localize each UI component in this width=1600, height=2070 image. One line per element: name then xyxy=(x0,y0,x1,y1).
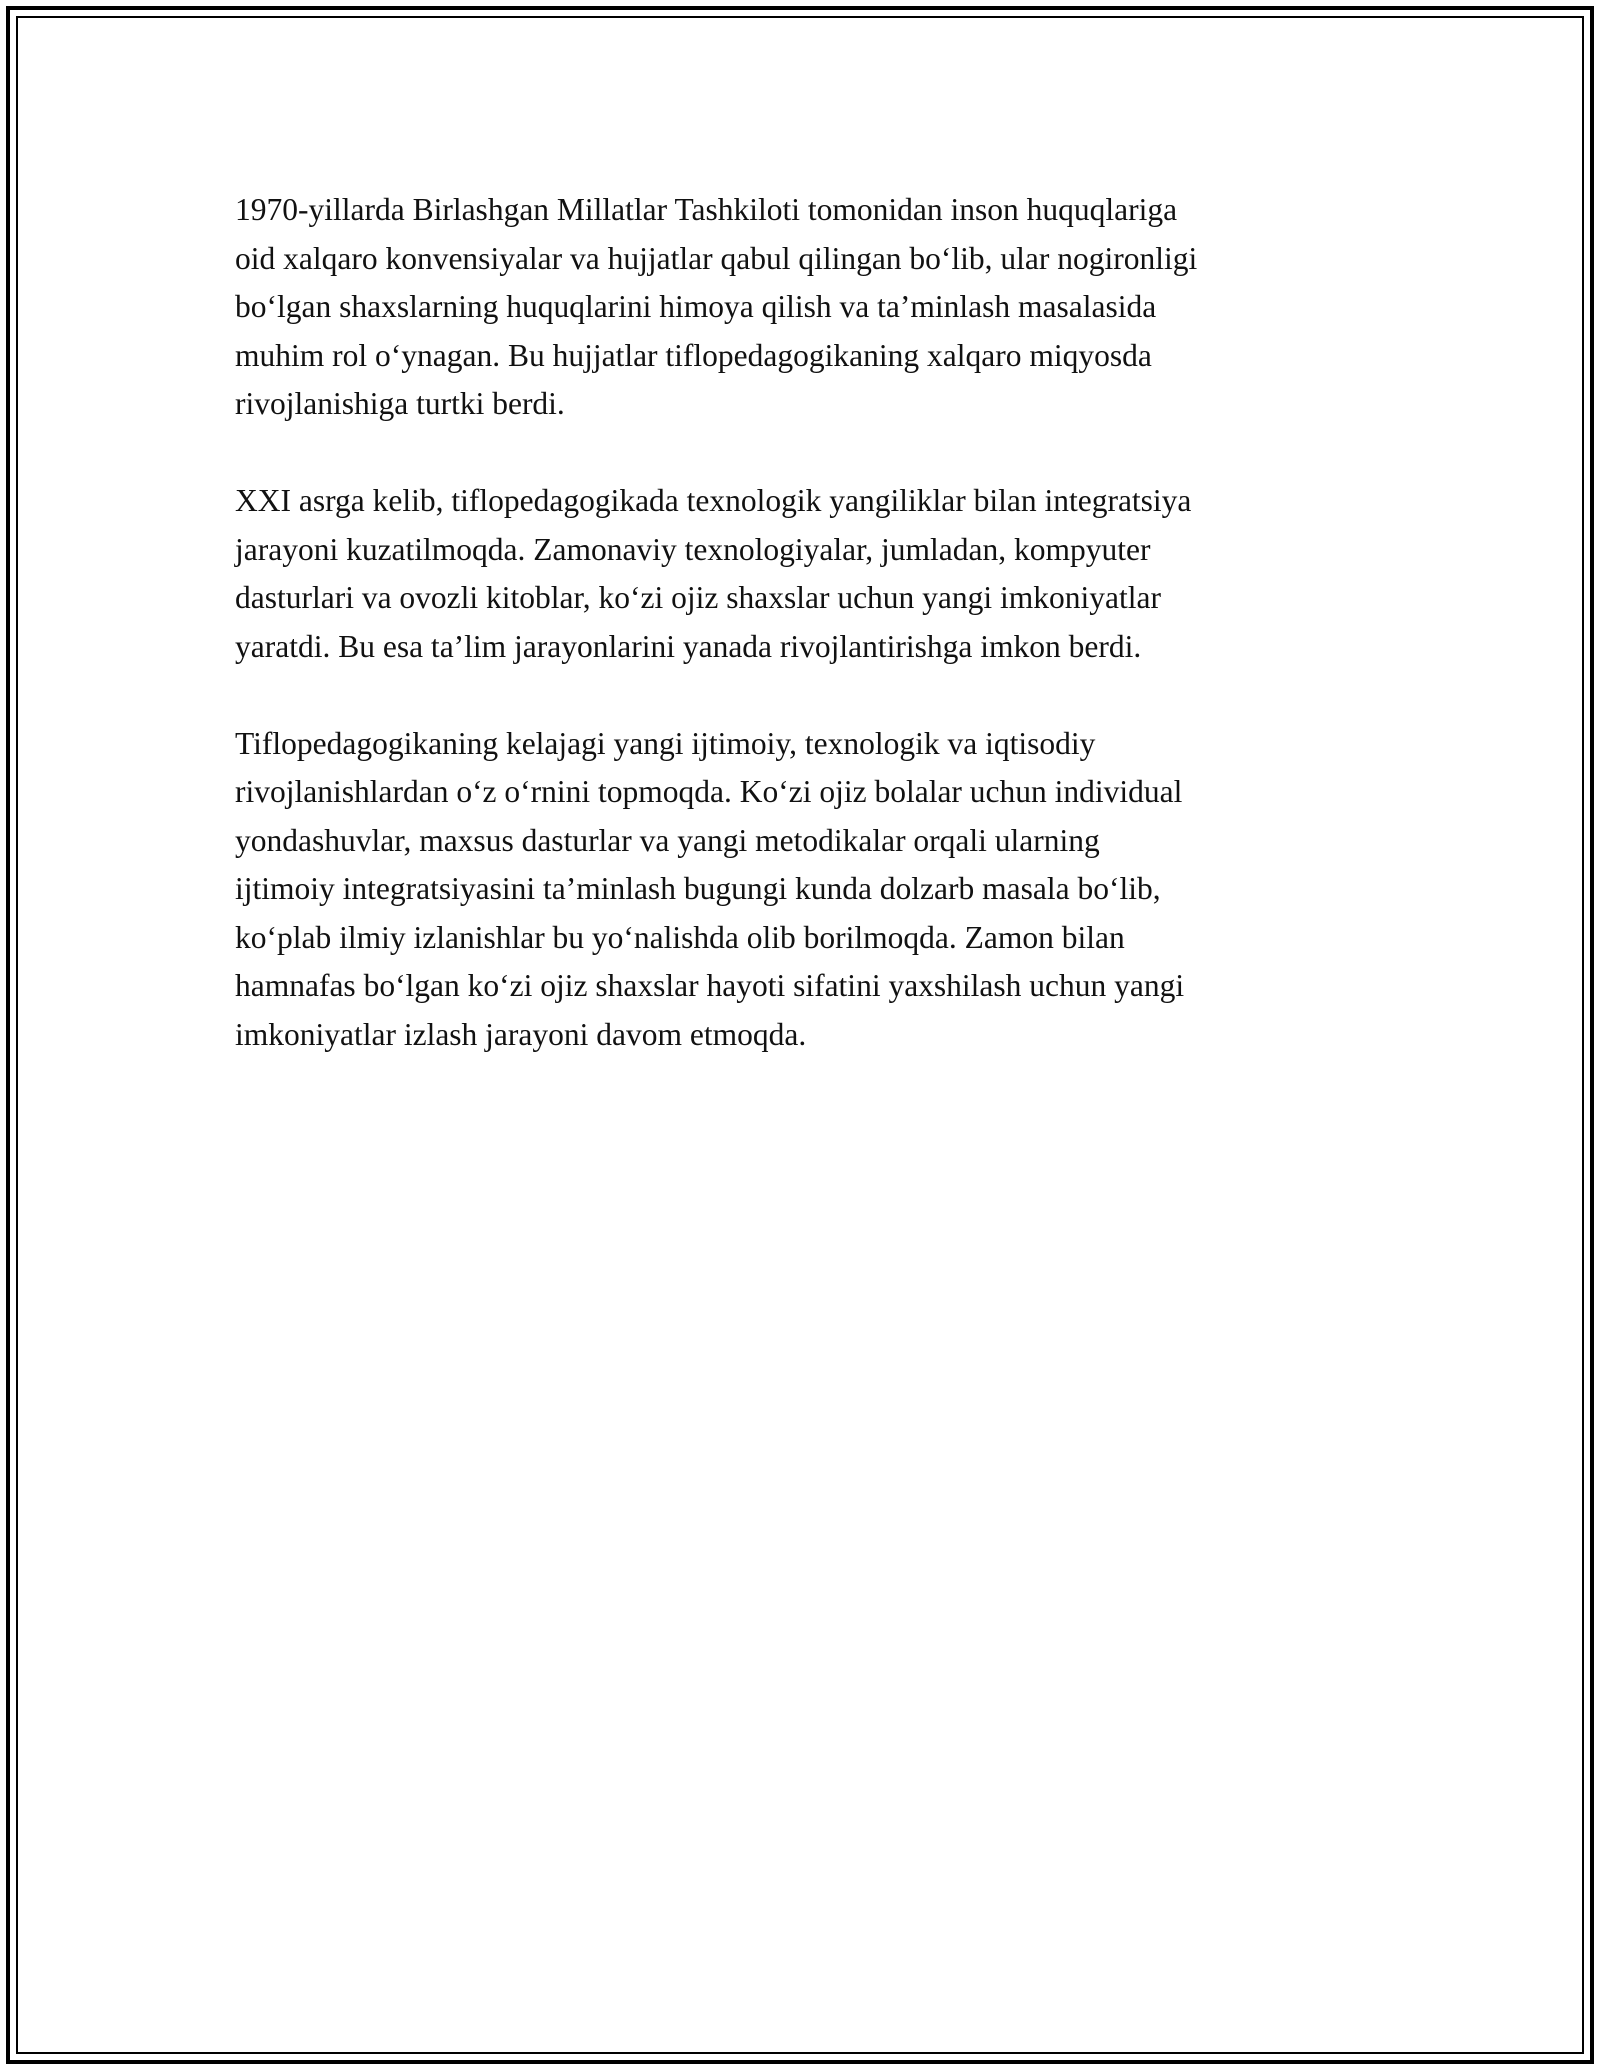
text-line: ko‘plab ilmiy izlanishlar bu yo‘nalishda olib borilmoqda. Zamon bilan xyxy=(235,919,1125,955)
paragraph-3 xyxy=(235,720,1375,1060)
text-line: rivojlanishlardan o‘z o‘rnini topmoqda. Ko‘zi ojiz bolalar uchun individual xyxy=(235,774,1183,809)
text-line: dasturlari va ovozli kitoblar, ko‘zi ojiz shaxslar uchun yangi imkoniyatlar xyxy=(235,580,1161,615)
text-line: yondashuvlar, maxsus dasturlar va yangi metodikalar orqali ularning xyxy=(235,822,1100,858)
text-line: imkoniyatlar izlash jarayoni davom etmoqda. xyxy=(235,1016,807,1052)
text-line: rivojlanishiga turtki berdi. xyxy=(235,386,565,421)
text-line: 1970-yillarda Birlashgan Millatlar Tashkiloti tomonidan inson huquqlariga xyxy=(235,192,1178,227)
text-line: bo‘lgan shaxslarning huquqlarini himoya qilish va ta’minlash masalasida xyxy=(235,289,1157,324)
text-line: Tiflopedagogikaning kelajagi yangi ijtimoiy, texnologik va iqtisodiy xyxy=(235,725,1096,761)
text-line: hamnafas bo‘lgan ko‘zi ojiz shaxslar hayoti sifatini yaxshilash uchun yangi xyxy=(235,968,1185,1003)
paragraph-2 xyxy=(235,477,1375,671)
text-line: XXI asrga kelib, tiflopedagogikada texnologik yangiliklar bilan integratsiya xyxy=(235,483,1192,518)
text-line: ijtimoiy integratsiyasini ta’minlash bugungi kunda dolzarb masala bo‘lib, xyxy=(235,871,1161,906)
text-line: oid xalqaro konvensiyalar va hujjatlar qabul qilingan bo‘lib, ular nogironligi xyxy=(235,240,1198,276)
document-body xyxy=(235,186,1375,1108)
paragraph-1 xyxy=(235,186,1375,429)
text-line: muhim rol o‘ynagan. Bu hujjatlar tiflopedagogikaning xalqaro miqyosda xyxy=(235,337,1152,373)
text-line: jarayoni kuzatilmoqda. Zamonaviy texnologiyalar, jumladan, kompyuter xyxy=(235,531,1151,567)
text-line: yaratdi. Bu esa ta’lim jarayonlarini yanada rivojlantirishga imkon berdi. xyxy=(235,628,1142,664)
